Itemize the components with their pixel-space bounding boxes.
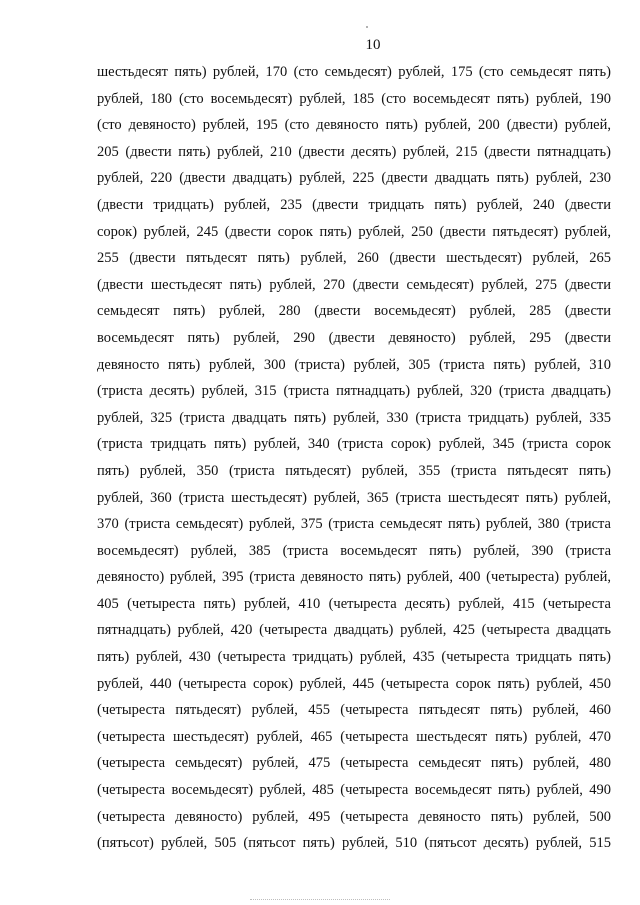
text-line: пять) рублей, 350 (триста пятьдесят) рублей, 355 (триста пятьдесят пять) [97, 462, 611, 479]
text-line: 255 (двести пятьдесят пять) рублей, 260 (двести шестьдесят) рублей, 265 [97, 250, 611, 267]
text-line: 405 (четыреста пять) рублей, 410 (четыреста десять) рублей, 415 (четыреста [97, 595, 611, 612]
text-line: восемьдесят) рублей, 385 (триста восемьдесят пять) рублей, 390 (триста [97, 542, 611, 559]
text-line: рублей, 220 (двести двадцать) рублей, 225 (двести двадцать пять) рублей, 230 [97, 170, 611, 187]
text-line: девяносто) рублей, 395 (триста девяносто пять) рублей, 400 (четыреста) рублей, [97, 569, 611, 586]
text-line: 205 (двести пять) рублей, 210 (двести десять) рублей, 215 (двести пятнадцать) [97, 143, 611, 160]
text-line: сорок) рублей, 245 (двести сорок пять) рублей, 250 (двести пятьдесят) рублей, [97, 223, 611, 240]
scan-artifact-dot [366, 26, 368, 28]
text-line: (пятьсот) рублей, 505 (пятьсот пять) рублей, 510 (пятьсот десять) рублей, 515 [97, 835, 611, 852]
text-line: девяносто пять) рублей, 300 (триста) рублей, 305 (триста пять) рублей, 310 [97, 356, 611, 373]
text-line: восемьдесят пять) рублей, 290 (двести девяносто) рублей, 295 (двести [97, 329, 611, 346]
text-line: (четыреста семьдесят) рублей, 475 (четыреста семьдесят пять) рублей, 480 [97, 755, 611, 772]
text-line: (четыреста восемьдесят) рублей, 485 (четыреста восемьдесят пять) рублей, 490 [97, 782, 611, 799]
text-line: (триста тридцать пять) рублей, 340 (триста сорок) рублей, 345 (триста сорок [97, 436, 611, 453]
text-line: семьдесят пять) рублей, 280 (двести восемьдесят) рублей, 285 (двести [97, 303, 611, 320]
text-line: пять) рублей, 430 (четыреста тридцать) рублей, 435 (четыреста тридцать пять) [97, 649, 611, 666]
page-number: 10 [365, 37, 381, 53]
text-line: 370 (триста семьдесят) рублей, 375 (триста семьдесят пять) рублей, 380 (триста [97, 516, 611, 533]
text-line: (четыреста шестьдесят) рублей, 465 (четыреста шестьдесят пять) рублей, 470 [97, 728, 611, 745]
text-line: рублей, 180 (сто восемьдесят) рублей, 185 (сто восемьдесят пять) рублей, 190 [97, 90, 611, 107]
text-line: (сто девяносто) рублей, 195 (сто девяносто пять) рублей, 200 (двести) рублей, [97, 117, 611, 134]
text-line: (двести шестьдесят пять) рублей, 270 (двести семьдесят) рублей, 275 (двести [97, 276, 611, 293]
text-line: рублей, 440 (четыреста сорок) рублей, 445 (четыреста сорок пять) рублей, 450 [97, 675, 611, 692]
text-line: рублей, 360 (триста шестьдесят) рублей, 365 (триста шестьдесят пять) рублей, [97, 489, 611, 506]
text-line: (четыреста пятьдесят) рублей, 455 (четыреста пятьдесят пять) рублей, 460 [97, 702, 611, 719]
text-line: (четыреста девяносто) рублей, 495 (четыреста девяносто пять) рублей, 500 [97, 808, 611, 825]
text-line: (триста десять) рублей, 315 (триста пятнадцать) рублей, 320 (триста двадцать) [97, 383, 611, 400]
body-text [97, 59, 611, 857]
text-line: шестьдесят пять) рублей, 170 (сто семьдесят) рублей, 175 (сто семьдесят пять) [97, 64, 611, 80]
bottom-edge-artifact [250, 899, 390, 900]
text-line: рублей, 325 (триста двадцать пять) рублей, 330 (триста тридцать) рублей, 335 [97, 409, 611, 426]
text-line: пятнадцать) рублей, 420 (четыреста двадцать) рублей, 425 (четыреста двадцать [97, 622, 611, 639]
text-line: (двести тридцать) рублей, 235 (двести тридцать пять) рублей, 240 (двести [97, 196, 611, 213]
